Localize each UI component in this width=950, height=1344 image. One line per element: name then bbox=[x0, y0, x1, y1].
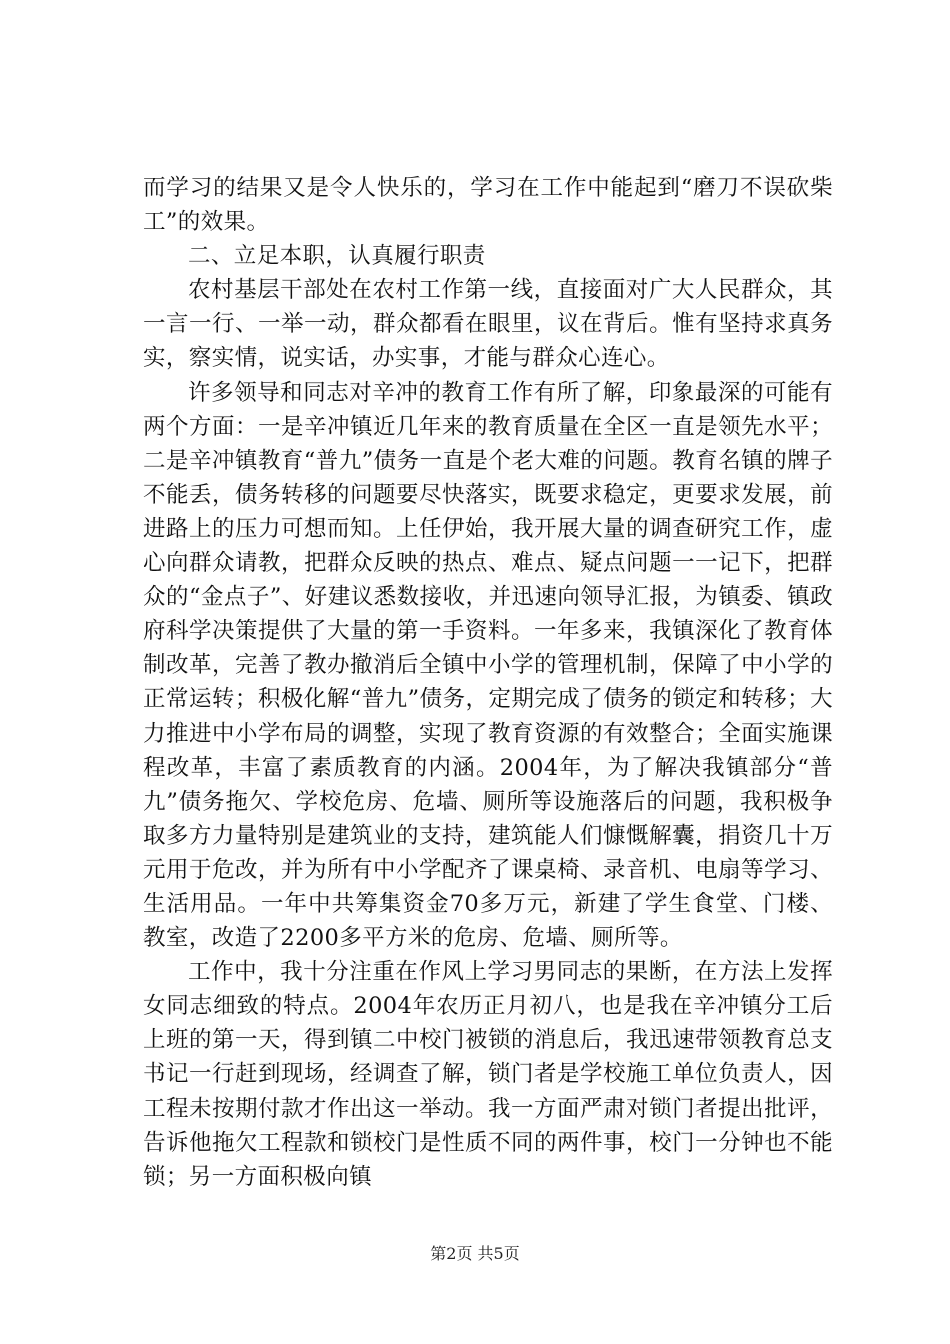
paragraph-2: 农村基层干部处在农村工作第一线，直接面对广大人民群众，其一言一行、一举一动，群众都看在眼里，议在背后。惟有坚持求真务实，察实情，说实话，办实事，才能与群众心连心。 bbox=[143, 277, 833, 372]
paragraph-3: 许多领导和同志对辛冲的教育工作有所了解，印象最深的可能有两个方面：一是辛冲镇近几年来的教育质量在全区一直是领先水平；二是辛冲镇教育“普九”债务一直是个老大难的问题。教育名镇的牌子不能丢，债务转移的问题要尽快落实，既要求稳定，更要求发展，前进路上的压力可想而知。上任伊始，我开展大量的调查研究工作，虚心向群众请教，把群众反映的热点、难点、疑点问题一一记下，把群众的“金点子”、好建议悉数接收，并迅速向领导汇报，为镇委、镇政府科学决策提供了大量的第一手资料。一年多来，我镇深化了教育体制改革，完善了教办撤消后全镇中小学的管理机制，保障了中小学的正常运转；积极化解“普九”债务，定期完成了债务的锁定和转移；大力推进中小学布局的调整，实现了教育资源的有效整合；全面实施课程改革，丰富了素质教育的内涵。2004年，为了解决我镇部分“普九”债务拖欠、学校危房、危墙、厕所等设施落后的问题，我积极争取多方力量特别是建筑业的支持，建筑能人们慷慨解囊，捐资几十万元用于危改，并为所有中小学配齐了课桌椅、录音机、电扇等学习、生活用品。一年中共筹集资金70多万元，新建了学生食堂、门楼、教室，改造了2200多平方米的危房、危墙、厕所等。 bbox=[143, 379, 833, 952]
section-heading: 二、立足本职，认真履行职责 bbox=[188, 243, 486, 270]
paragraph-4: 工作中，我十分注重在作风上学习男同志的果断，在方法上发挥女同志细致的特点。2004年农历正月初八，也是我在辛冲镇分工后上班的第一天，得到镇二中校门被锁的消息后，我迅速带领教育总支书记一行赶到现场，经调查了解，锁门者是学校施工单位负责人，因工程未按期付款才作出这一举动。我一方面严肃对锁门者提出批评，告诉他拖欠工程款和锁校门是性质不同的两件事，校门一分钟也不能锁；另一方面积极向镇 bbox=[143, 959, 833, 1190]
paragraph-1: 而学习的结果又是令人快乐的，学习在工作中能起到“磨刀不误砍柴工”的效果。 bbox=[143, 175, 833, 236]
page-number-footer: 第2页 共5页 bbox=[430, 1244, 520, 1263]
document-body bbox=[143, 171, 833, 1194]
